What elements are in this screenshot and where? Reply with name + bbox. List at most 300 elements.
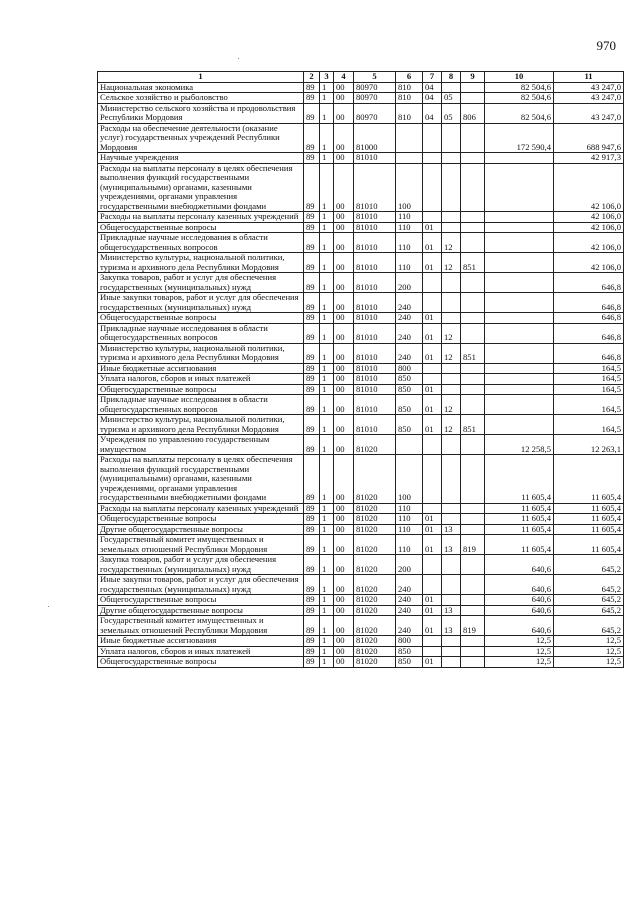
table-cell: 640,6: [485, 575, 554, 595]
table-cell: [461, 646, 485, 657]
table-cell: 12,5: [554, 646, 624, 657]
table-cell: 89: [304, 646, 320, 657]
table-cell: 164,5: [554, 374, 624, 385]
table-cell: 01: [423, 595, 442, 606]
table-cell: 00: [334, 82, 354, 93]
table-cell: [442, 293, 461, 313]
table-cell: 1: [320, 323, 334, 343]
table-cell: [423, 273, 442, 293]
table-cell: 806: [461, 103, 485, 123]
table-cell: 01: [423, 343, 442, 363]
row-description: Министерство сельского хозяйства и продовольствия Республики Мордовия: [98, 103, 304, 123]
table-cell: 81010: [354, 212, 396, 223]
table-cell: 810: [396, 103, 423, 123]
table-cell: 00: [334, 514, 354, 525]
table-cell: 646,8: [554, 273, 624, 293]
table-cell: 851: [461, 343, 485, 363]
table-cell: 1: [320, 455, 334, 504]
row-description: Прикладные научные исследования в области общегосударственных вопросов: [98, 233, 304, 253]
table-cell: 43 247,0: [554, 82, 624, 93]
table-cell: 164,5: [554, 384, 624, 395]
table-cell: [442, 503, 461, 514]
column-header: 5: [354, 72, 396, 83]
table-row: [98, 657, 624, 668]
table-cell: 89: [304, 153, 320, 164]
table-cell: 110: [396, 535, 423, 555]
table-row: [98, 253, 624, 273]
table-cell: 11 605,4: [485, 503, 554, 514]
table-cell: 81020: [354, 435, 396, 455]
table-cell: 1: [320, 646, 334, 657]
table-cell: 1: [320, 514, 334, 525]
table-cell: [461, 435, 485, 455]
table-cell: 81020: [354, 605, 396, 616]
table-cell: 89: [304, 455, 320, 504]
table-cell: 00: [334, 363, 354, 374]
table-cell: 110: [396, 233, 423, 253]
table-cell: 11 605,4: [554, 455, 624, 504]
table-cell: 810: [396, 82, 423, 93]
table-cell: 1: [320, 153, 334, 164]
table-row: [98, 435, 624, 455]
table-cell: 81010: [354, 313, 396, 324]
table-cell: 00: [334, 212, 354, 223]
row-description: Учреждения по управлению государственным имуществом: [98, 435, 304, 455]
column-header: 7: [423, 72, 442, 83]
table-cell: 81020: [354, 514, 396, 525]
table-cell: 00: [334, 343, 354, 363]
table-row: [98, 163, 624, 212]
table-cell: 81010: [354, 233, 396, 253]
table-cell: [461, 313, 485, 324]
table-cell: 81010: [354, 415, 396, 435]
table-row: [98, 646, 624, 657]
table-cell: 81020: [354, 636, 396, 647]
table-cell: 240: [396, 343, 423, 363]
table-cell: 12,5: [485, 636, 554, 647]
table-cell: [423, 212, 442, 223]
table-row: [98, 605, 624, 616]
table-cell: 800: [396, 636, 423, 647]
table-cell: 164,5: [554, 415, 624, 435]
table-cell: [461, 82, 485, 93]
column-header: 9: [461, 72, 485, 83]
table-row: [98, 384, 624, 395]
table-cell: 42 106,0: [554, 163, 624, 212]
table-cell: 00: [334, 163, 354, 212]
table-cell: 00: [334, 657, 354, 668]
table-cell: [423, 363, 442, 374]
table-cell: 850: [396, 646, 423, 657]
table-cell: 00: [334, 455, 354, 504]
table-cell: 810: [396, 93, 423, 104]
table-cell: [442, 435, 461, 455]
table-cell: 1: [320, 212, 334, 223]
row-description: Иные бюджетные ассигнования: [98, 363, 304, 374]
table-cell: [423, 646, 442, 657]
table-cell: 1: [320, 123, 334, 153]
table-cell: [485, 163, 554, 212]
table-row: [98, 313, 624, 324]
table-cell: 89: [304, 222, 320, 233]
table-cell: 89: [304, 212, 320, 223]
table-cell: 01: [423, 514, 442, 525]
table-cell: [485, 212, 554, 223]
table-cell: 1: [320, 535, 334, 555]
row-description: Другие общегосударственные вопросы: [98, 605, 304, 616]
table-row: [98, 595, 624, 606]
table-cell: 240: [396, 616, 423, 636]
table-row: [98, 93, 624, 104]
table-cell: [423, 163, 442, 212]
table-cell: 12: [442, 323, 461, 343]
table-cell: 01: [423, 222, 442, 233]
table-cell: 89: [304, 313, 320, 324]
table-cell: 81000: [354, 123, 396, 153]
table-cell: 42 106,0: [554, 212, 624, 223]
table-cell: 1: [320, 616, 334, 636]
row-description: Прикладные научные исследования в области общегосударственных вопросов: [98, 395, 304, 415]
table-cell: 13: [442, 535, 461, 555]
table-cell: 89: [304, 363, 320, 374]
table-row: [98, 363, 624, 374]
table-row: [98, 82, 624, 93]
column-header: 6: [396, 72, 423, 83]
row-description: Общегосударственные вопросы: [98, 657, 304, 668]
table-cell: [461, 555, 485, 575]
table-cell: 646,8: [554, 313, 624, 324]
table-row: [98, 575, 624, 595]
table-cell: [442, 595, 461, 606]
table-cell: 172 590,4: [485, 123, 554, 153]
table-row: [98, 636, 624, 647]
table-cell: [461, 575, 485, 595]
row-description: Общегосударственные вопросы: [98, 384, 304, 395]
table-row: [98, 323, 624, 343]
table-cell: 640,6: [485, 595, 554, 606]
table-cell: 42 917,3: [554, 153, 624, 164]
table-cell: 11 605,4: [485, 514, 554, 525]
table-cell: 81020: [354, 524, 396, 535]
table-cell: 1: [320, 313, 334, 324]
table-row: [98, 455, 624, 504]
table-cell: 81020: [354, 595, 396, 606]
table-cell: [442, 384, 461, 395]
row-description: Закупка товаров, работ и услуг для обеспечения государственных (муниципальных) нужд: [98, 273, 304, 293]
table-cell: 81010: [354, 153, 396, 164]
table-cell: [442, 575, 461, 595]
table-cell: 80970: [354, 103, 396, 123]
table-cell: 00: [334, 103, 354, 123]
table-cell: 42 106,0: [554, 253, 624, 273]
table-cell: 89: [304, 616, 320, 636]
table-cell: 11 605,4: [554, 503, 624, 514]
table-cell: 89: [304, 657, 320, 668]
table-cell: 1: [320, 363, 334, 374]
table-cell: 01: [423, 415, 442, 435]
row-description: Общегосударственные вопросы: [98, 595, 304, 606]
table-cell: [396, 153, 423, 164]
row-description: Расходы на выплаты персоналу казенных учреждений: [98, 503, 304, 514]
table-cell: 1: [320, 555, 334, 575]
table-cell: 688 947,6: [554, 123, 624, 153]
table-cell: 81010: [354, 384, 396, 395]
table-cell: 200: [396, 555, 423, 575]
table-cell: 89: [304, 374, 320, 385]
table-cell: 81010: [354, 222, 396, 233]
table-cell: 13: [442, 524, 461, 535]
table-cell: 1: [320, 374, 334, 385]
row-description: Расходы на выплаты персоналу в целях обеспечения выполнения функций государственными (муниципальными) органами, казенными учреждениями, органами управления государственными внебюджетными фондами: [98, 163, 304, 212]
table-cell: 01: [423, 384, 442, 395]
table-cell: 850: [396, 395, 423, 415]
table-cell: 04: [423, 93, 442, 104]
table-cell: [423, 153, 442, 164]
table-row: [98, 503, 624, 514]
table-cell: [423, 503, 442, 514]
table-row: [98, 293, 624, 313]
table-cell: 640,6: [485, 616, 554, 636]
row-description: Национальная экономика: [98, 82, 304, 93]
table-cell: 81020: [354, 535, 396, 555]
table-cell: [485, 233, 554, 253]
table-cell: 89: [304, 636, 320, 647]
row-description: Министерство культуры, национальной политики, туризма и архивного дела Республики Мордовия: [98, 415, 304, 435]
table-cell: 240: [396, 595, 423, 606]
table-cell: [485, 343, 554, 363]
table-cell: 81010: [354, 293, 396, 313]
table-cell: 1: [320, 575, 334, 595]
table-row: [98, 273, 624, 293]
table-cell: 100: [396, 163, 423, 212]
table-cell: 12: [442, 253, 461, 273]
table-cell: 1: [320, 93, 334, 104]
table-cell: 00: [334, 323, 354, 343]
table-cell: 81020: [354, 455, 396, 504]
table-cell: 240: [396, 605, 423, 616]
table-body: [98, 82, 624, 667]
table-cell: 800: [396, 363, 423, 374]
table-cell: 81010: [354, 395, 396, 415]
table-cell: [461, 514, 485, 525]
budget-table: [97, 71, 624, 668]
table-cell: 240: [396, 293, 423, 313]
table-cell: 850: [396, 374, 423, 385]
table-cell: 81020: [354, 646, 396, 657]
table-cell: 81020: [354, 555, 396, 575]
table-cell: 1: [320, 293, 334, 313]
table-cell: 01: [423, 657, 442, 668]
column-header: 10: [485, 72, 554, 83]
table-cell: [485, 323, 554, 343]
table-cell: 851: [461, 253, 485, 273]
table-cell: 82 504,6: [485, 103, 554, 123]
table-cell: 81010: [354, 343, 396, 363]
table-cell: 240: [396, 313, 423, 324]
table-cell: 1: [320, 273, 334, 293]
table-cell: 110: [396, 514, 423, 525]
table-cell: [423, 555, 442, 575]
table-cell: 89: [304, 395, 320, 415]
table-cell: 200: [396, 273, 423, 293]
table-cell: [485, 153, 554, 164]
table-cell: 89: [304, 535, 320, 555]
table-cell: 89: [304, 323, 320, 343]
table-cell: [442, 363, 461, 374]
table-cell: 00: [334, 555, 354, 575]
table-row: [98, 555, 624, 575]
table-cell: 89: [304, 103, 320, 123]
table-cell: 89: [304, 253, 320, 273]
table-cell: 00: [334, 222, 354, 233]
table-cell: 110: [396, 503, 423, 514]
table-row: [98, 535, 624, 555]
row-description: Иные бюджетные ассигнования: [98, 636, 304, 647]
scan-speck: [238, 58, 239, 59]
table-cell: 00: [334, 395, 354, 415]
table-cell: 640,6: [485, 555, 554, 575]
table-cell: [485, 374, 554, 385]
table-cell: 12: [442, 233, 461, 253]
table-cell: [485, 293, 554, 313]
table-cell: 89: [304, 415, 320, 435]
table-cell: 110: [396, 253, 423, 273]
table-cell: 00: [334, 435, 354, 455]
row-description: Другие общегосударственные вопросы: [98, 524, 304, 535]
table-cell: [423, 374, 442, 385]
table-cell: 05: [442, 103, 461, 123]
table-cell: [461, 636, 485, 647]
table-cell: 89: [304, 595, 320, 606]
table-cell: [485, 363, 554, 374]
table-cell: 12,5: [554, 636, 624, 647]
table-cell: [461, 93, 485, 104]
table-row: [98, 514, 624, 525]
table-cell: 82 504,6: [485, 93, 554, 104]
table-cell: 12,5: [485, 657, 554, 668]
table-row: [98, 123, 624, 153]
table-cell: 89: [304, 575, 320, 595]
column-header: 8: [442, 72, 461, 83]
table-cell: 164,5: [554, 363, 624, 374]
table-cell: 01: [423, 323, 442, 343]
table-cell: [442, 82, 461, 93]
table-cell: 89: [304, 514, 320, 525]
table-cell: 00: [334, 374, 354, 385]
table-cell: 00: [334, 384, 354, 395]
table-cell: 01: [423, 535, 442, 555]
scan-speck: [48, 606, 49, 607]
column-header: 1: [98, 72, 304, 83]
table-cell: 1: [320, 343, 334, 363]
table-cell: 89: [304, 605, 320, 616]
table-cell: [442, 636, 461, 647]
table-cell: [485, 222, 554, 233]
table-cell: [461, 595, 485, 606]
table-cell: 1: [320, 384, 334, 395]
table-cell: [423, 636, 442, 647]
table-cell: 645,2: [554, 575, 624, 595]
table-cell: 00: [334, 575, 354, 595]
table-cell: [461, 293, 485, 313]
table-cell: 01: [423, 313, 442, 324]
table-cell: [461, 374, 485, 385]
table-cell: [423, 123, 442, 153]
table-cell: 1: [320, 163, 334, 212]
table-cell: 13: [442, 616, 461, 636]
table-cell: [442, 163, 461, 212]
table-cell: 00: [334, 605, 354, 616]
row-description: Государственный комитет имущественных и земельных отношений Республики Мордовия: [98, 616, 304, 636]
table-cell: 81010: [354, 374, 396, 385]
table-cell: [485, 384, 554, 395]
table-cell: 100: [396, 455, 423, 504]
table-cell: 12 263,1: [554, 435, 624, 455]
table-cell: [396, 123, 423, 153]
table-row: [98, 343, 624, 363]
table-cell: 89: [304, 343, 320, 363]
row-description: Расходы на обеспечение деятельности (оказание услуг) государственных учреждений Республики Мордовия: [98, 123, 304, 153]
table-cell: 850: [396, 384, 423, 395]
table-row: [98, 524, 624, 535]
page-number: 970: [596, 38, 616, 53]
table-cell: [461, 395, 485, 415]
table-row: [98, 616, 624, 636]
table-cell: 1: [320, 636, 334, 647]
table-cell: 850: [396, 657, 423, 668]
table-row: [98, 103, 624, 123]
table-cell: 640,6: [485, 605, 554, 616]
table-cell: 00: [334, 503, 354, 514]
table-cell: 646,8: [554, 293, 624, 313]
table-cell: 00: [334, 293, 354, 313]
table-cell: 850: [396, 415, 423, 435]
table-cell: 04: [423, 103, 442, 123]
table-cell: 89: [304, 384, 320, 395]
table-cell: 89: [304, 293, 320, 313]
table-cell: 110: [396, 524, 423, 535]
table-cell: 42 106,0: [554, 222, 624, 233]
table-cell: [485, 313, 554, 324]
table-cell: [442, 646, 461, 657]
table-cell: 81020: [354, 616, 396, 636]
row-description: Иные закупки товаров, работ и услуг для обеспечения государственных (муниципальных) нужд: [98, 293, 304, 313]
table-cell: 12: [442, 343, 461, 363]
table-cell: [461, 455, 485, 504]
table-cell: 81010: [354, 253, 396, 273]
row-description: Общегосударственные вопросы: [98, 222, 304, 233]
table-cell: [461, 657, 485, 668]
table-cell: 81010: [354, 163, 396, 212]
table-cell: 851: [461, 415, 485, 435]
table-cell: 12 258,5: [485, 435, 554, 455]
table-cell: 89: [304, 273, 320, 293]
table-cell: [461, 222, 485, 233]
table-row: [98, 222, 624, 233]
table-cell: 00: [334, 273, 354, 293]
table-cell: [442, 455, 461, 504]
table-cell: 1: [320, 524, 334, 535]
row-description: Общегосударственные вопросы: [98, 514, 304, 525]
table-cell: 1: [320, 395, 334, 415]
table-cell: 12: [442, 415, 461, 435]
table-cell: [423, 435, 442, 455]
table-cell: 82 504,6: [485, 82, 554, 93]
table-row: [98, 415, 624, 435]
row-description: Государственный комитет имущественных и земельных отношений Республики Мордовия: [98, 535, 304, 555]
table-cell: 00: [334, 646, 354, 657]
table-cell: 1: [320, 103, 334, 123]
